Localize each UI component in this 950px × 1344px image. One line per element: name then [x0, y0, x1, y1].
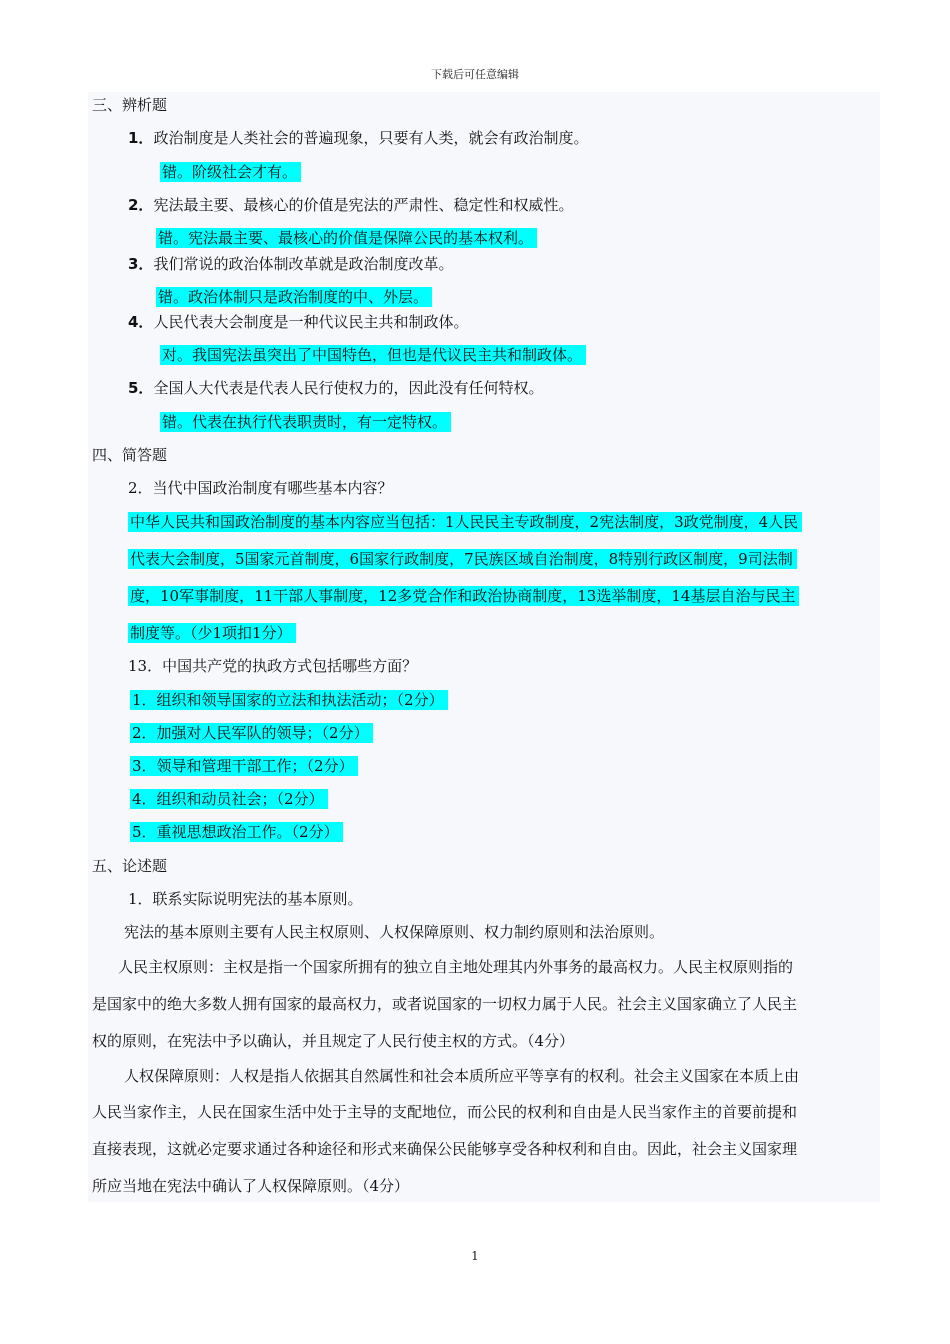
- s4-a2-line-4: 制度等。（少1项扣1分）: [128, 623, 296, 643]
- s4-a2-line-3: 度，10军事制度，11干部人事制度，12多党合作和政治协商制度，13选举制度，14基层自治与民主: [128, 586, 799, 606]
- s4-a13-item: [130, 723, 373, 743]
- s3-a4-text: 对。我国宪法虽突出了中国特色，但也是代议民主共和制政体。: [160, 345, 586, 365]
- s3-a2: [156, 228, 537, 248]
- s4-a13-item: [130, 756, 358, 776]
- section3-title: 三、辨析题: [92, 96, 168, 114]
- s5-p2-line-3: 直接表现，这就必定要求通过各种途径和形式来确保公民能够享受各种权利和自由。因此，社会主义国家理: [92, 1140, 798, 1158]
- s5-p2-line-1: 人权保障原则：人权是指人依据其自然属性和社会本质所应平等享有的权利。社会主义国家在本质上由: [124, 1067, 800, 1085]
- s4-a13-item: [130, 690, 448, 710]
- s4-a13-item-3: 3．领导和管理干部工作；（2分）: [130, 756, 358, 776]
- s4-a13-item: [130, 789, 328, 809]
- s3-q1-num: 1．: [128, 129, 154, 147]
- s5-p1-line-3: 权的原则，在宪法中予以确认，并且规定了人民行使主权的方式。（4分）: [92, 1032, 575, 1050]
- s4-a13-item-1: 1．组织和领导国家的立法和执法活动；（2分）: [130, 690, 448, 710]
- s4-a2-line: [128, 586, 799, 606]
- s3-q4-text: 人民代表大会制度是一种代议民主共和制政体。: [153, 313, 469, 331]
- s3-a1: [160, 162, 301, 182]
- s3-q2-num: 2．: [128, 196, 154, 214]
- s5-p1-line-2: 是国家中的绝大多数人拥有国家的最高权力，或者说国家的一切权力属于人民。社会主义国家确立了人民主: [92, 995, 798, 1013]
- s4-q13: 13．中国共产党的执政方式包括哪些方面？: [128, 657, 418, 675]
- s3-q2: [128, 195, 573, 215]
- s3-q3: [128, 254, 453, 274]
- s5-p1-line-1: 人民主权原则：主权是指一个国家所拥有的独立自主地处理其内外事务的最高权力。人民主权原则指的: [118, 958, 794, 976]
- section4-title: 四、简答题: [92, 446, 168, 464]
- s4-a13-item: [130, 822, 343, 842]
- s3-q4-num: 4．: [128, 313, 154, 331]
- s3-q4: [128, 312, 468, 332]
- s3-q2-text: 宪法最主要、最核心的价值是宪法的严肃性、稳定性和权威性。: [153, 196, 574, 214]
- s5-p2-line-4: 所应当地在宪法中确认了人权保障原则。（4分）: [92, 1177, 410, 1195]
- s4-a13-item-5: 5．重视思想政治工作。（2分）: [130, 822, 343, 842]
- s4-a2-line-2: 代表大会制度，5国家元首制度，6国家行政制度，7民族区域自治制度，8特别行政区制度，9司法制: [128, 549, 797, 569]
- s3-a3-text: 错。政治体制只是政治制度的中、外层。: [156, 287, 432, 307]
- s4-a2-line: [128, 512, 802, 532]
- s3-q3-text: 我们常说的政治体制改革就是政治制度改革。: [153, 255, 454, 273]
- s5-q1: 1．联系实际说明宪法的基本原则。: [128, 890, 363, 908]
- s3-a5-text: 错。代表在执行代表职责时，有一定特权。: [160, 412, 451, 432]
- s3-a5: [160, 412, 451, 432]
- s4-a13-item-2: 2．加强对人民军队的领导；（2分）: [130, 723, 373, 743]
- s3-a2-text: 错。宪法最主要、最核心的价值是保障公民的基本权利。: [156, 228, 537, 248]
- s4-q2: 2．当代中国政治制度有哪些基本内容？: [128, 479, 393, 497]
- s3-q1-text: 政治制度是人类社会的普遍现象，只要有人类，就会有政治制度。: [153, 129, 589, 147]
- s5-intro: 宪法的基本原则主要有人民主权原则、人权保障原则、权力制约原则和法治原则。: [124, 923, 665, 941]
- s3-q1: [128, 128, 588, 148]
- s4-a2-line: [128, 549, 797, 569]
- s3-q5-num: 5．: [128, 379, 154, 397]
- s3-q5-text: 全国人大代表是代表人民行使权力的，因此没有任何特权。: [153, 379, 544, 397]
- section5-title: 五、论述题: [92, 857, 168, 875]
- s4-a2-line: [128, 623, 296, 643]
- s3-a1-text: 错。阶级社会才有。: [160, 162, 301, 182]
- s5-p2-line-2: 人民当家作主，人民在国家生活中处于主导的支配地位，而公民的权利和自由是人民当家作主的首要前提和: [92, 1103, 798, 1121]
- s3-a4: [160, 345, 586, 365]
- page-number: 1: [471, 1249, 479, 1263]
- s3-a3: [156, 287, 432, 307]
- s3-q5: [128, 378, 543, 398]
- s4-a2-line-1: 中华人民共和国政治制度的基本内容应当包括：1人民民主专政制度，2宪法制度，3政党制度，4人民: [128, 512, 802, 532]
- page-header: 下载后可任意编辑: [431, 68, 519, 81]
- s4-a13-item-4: 4．组织和动员社会；（2分）: [130, 789, 328, 809]
- s3-q3-num: 3．: [128, 255, 154, 273]
